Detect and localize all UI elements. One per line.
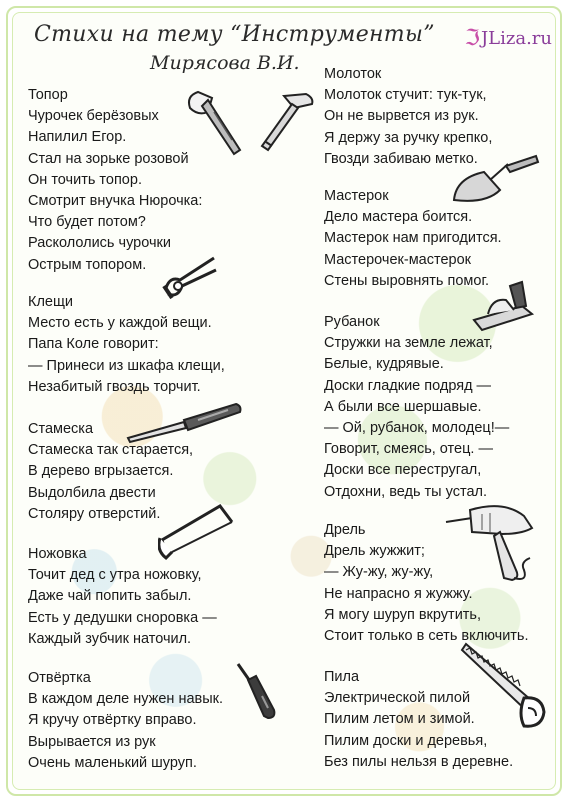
poem-line: Острым топором. — [28, 256, 147, 273]
poem-line: Гвозди забиваю метко. — [324, 150, 478, 167]
logo-text: JLiza.ru — [480, 28, 552, 49]
screwdriver-icon — [232, 660, 276, 722]
poem-line: Стружки на земле лежат, — [324, 335, 493, 352]
poem-line: Есть у дедушки сноровка — — [28, 609, 217, 626]
poem-line: Мастерочек-мастерок — [324, 251, 471, 268]
poem-title: Клещи — [28, 294, 74, 310]
poem-line: Столяру отверстий. — [28, 505, 161, 522]
poem-line: — Ой, рубанок, молодец!— — [324, 420, 510, 437]
poem-line: Мастерок нам пригодится. — [324, 230, 502, 247]
poem-line: Я кручу отвёртку вправо. — [28, 712, 197, 729]
poem-line: Незабитый гвоздь торчит. — [28, 378, 201, 395]
poem-line: Дело мастера боится. — [324, 209, 473, 226]
poem-rubanok — [324, 312, 509, 503]
site-logo[interactable] — [465, 26, 552, 51]
poem-line: Место есть у каждой вещи. — [28, 315, 212, 332]
axe-icon — [182, 88, 250, 158]
poem-line: Смотрит внучка Нюрочка: — [28, 193, 203, 210]
poem-line: Чурочек берёзовых — [28, 108, 159, 125]
poem-kleshi — [28, 292, 225, 398]
poem-title: Рубанок — [324, 314, 380, 330]
poem-line: А были все шершавые. — [324, 398, 482, 415]
poem-line: Говорит, смеясь, отец. — — [324, 441, 493, 458]
poem-line: Стамеска так старается, — [28, 442, 194, 459]
poem-line: Белые, кудрявые. — [324, 356, 444, 373]
poem-title: Ножовка — [28, 546, 87, 562]
poem-line: Вырывается из рук — [28, 733, 156, 750]
poem-title: Пила — [324, 669, 360, 685]
poem-line: Дрель жужжит; — [324, 543, 425, 560]
page-author: Мирясова В.И. — [150, 52, 300, 74]
poem-title: Топор — [28, 87, 68, 103]
poem-title: Молоток — [324, 66, 382, 82]
poem-title: Стамеска — [28, 421, 94, 437]
poem-otvertka — [28, 668, 223, 774]
poem-line: Стоит только в сеть включить. — [324, 628, 529, 645]
poem-line: Не напрасно я жужжу. — [324, 585, 473, 602]
pliers-icon — [160, 252, 220, 304]
poem-line: Что будет потом? — [28, 214, 146, 231]
poem-title: Дрель — [324, 522, 366, 538]
poem-line: Папа Коле говорит: — [28, 336, 159, 353]
poem-line: Он точить топор. — [28, 171, 142, 188]
poem-line: — Принеси из шкафа клещи, — [28, 357, 225, 374]
poem-line: Пилим летом и зимой. — [324, 711, 475, 728]
poem-line: Пилим доски и деревья, — [324, 732, 488, 749]
drill-icon — [442, 500, 542, 588]
poem-line: Я могу шуруп вкрутить, — [324, 606, 482, 623]
poem-line: Очень маленький шуруп. — [28, 754, 197, 771]
poem-title: Отвёртка — [28, 670, 91, 686]
trowel-icon — [446, 150, 542, 206]
poem-line: Доски все перестругал, — [324, 462, 482, 479]
poem-line: Я держу за ручку крепко, — [324, 129, 493, 146]
chisel-icon — [124, 398, 244, 446]
page-title: Стихи на тему “Инструменты” — [34, 22, 435, 47]
plane-icon — [470, 276, 538, 336]
poem-line: — Жу-жу, жу-жу, — [324, 564, 434, 581]
poem-line: Он не вырвется из рук. — [324, 108, 479, 125]
poem-line: Доски гладкие подряд — — [324, 377, 492, 394]
poem-line: Раскололись чурочки — [28, 235, 171, 252]
handsaw-icon — [458, 638, 546, 730]
poem-line: В каждом деле нужен навык. — [28, 691, 224, 708]
hacksaw-icon — [158, 500, 240, 564]
poem-line: Электрической пилой — [324, 690, 471, 707]
poem-line: Выдолбила двести — [28, 484, 156, 501]
poem-line: Молоток стучит: тук-тук, — [324, 87, 487, 104]
poem-line: Стал на зорьке розовой — [28, 150, 189, 167]
poem-line: Каждый зубчик наточил. — [28, 630, 192, 647]
poem-line: Отдохни, ведь ты устал. — [324, 483, 488, 500]
logo-swirl-icon: ℑ — [464, 26, 480, 51]
poem-line: Напилил Егор. — [28, 129, 127, 146]
hammer-icon — [254, 90, 320, 156]
poem-topor — [28, 85, 202, 276]
poem-line: В дерево вгрызается. — [28, 463, 174, 480]
poem-line: Стены выровнять помог. — [324, 272, 490, 289]
poem-line: Даже чай попить забыл. — [28, 588, 192, 605]
poem-title: Мастерок — [324, 188, 389, 204]
poem-line: Без пилы нельзя в деревне. — [324, 753, 514, 770]
poem-line: Точит дед с утра ножовку, — [28, 567, 202, 584]
